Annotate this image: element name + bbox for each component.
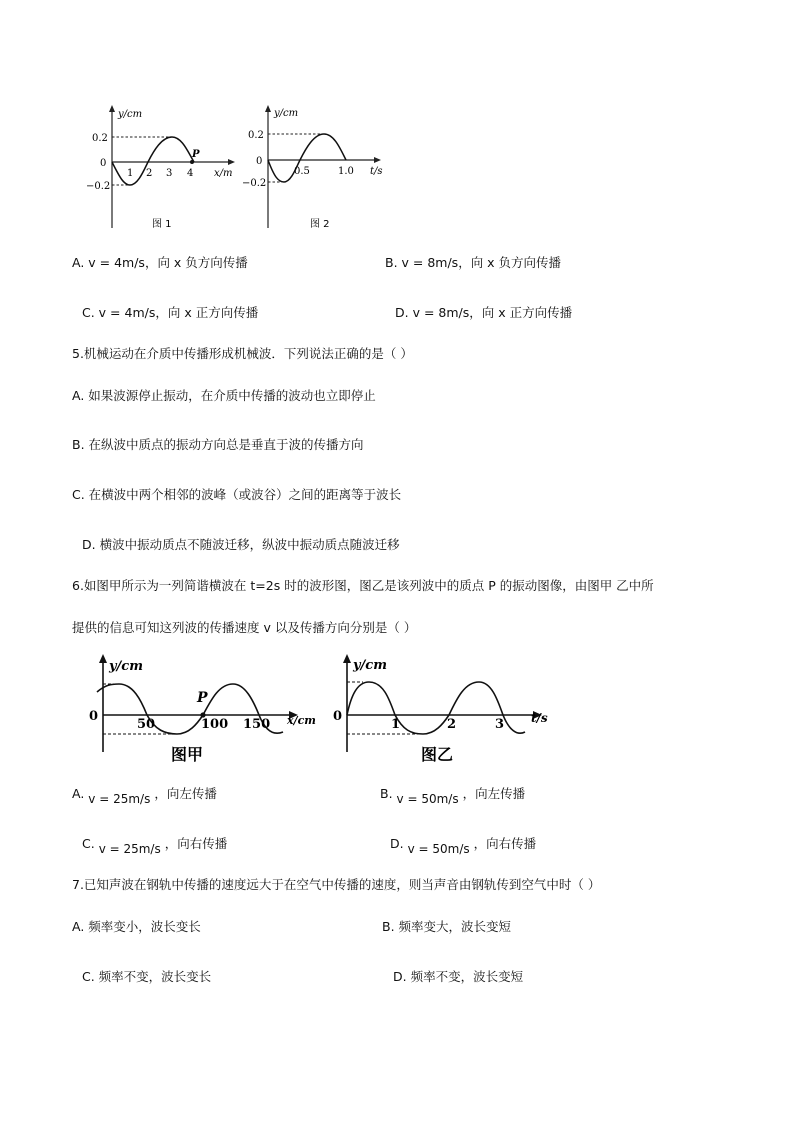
q6-stem-line2: 提供的信息可知这列波的传播速度 v 以及传播方向分别是（ ）: [72, 620, 417, 635]
fig2-ylabel: y/cm: [274, 108, 299, 119]
q6-option-d[interactable]: [390, 836, 537, 856]
q6-option-c-letter: C.: [82, 836, 95, 851]
fig1-ylabel: y/cm: [118, 109, 143, 120]
fig-jia-tick-100: 100: [201, 717, 229, 732]
q7-option-c[interactable]: C. 频率不变，波长变长: [82, 969, 212, 984]
fig-jia-wave-graph: [89, 654, 316, 764]
q6-option-a-direction: ，向左传播: [154, 786, 217, 801]
fig2-y-top: 0.2: [248, 130, 264, 141]
q6-stem-line1: 6.如图甲所示为一列简谐横波在 t=2s 时的波形图，图乙是该列波中的质点 P 的振动图像，由图甲 乙中所: [72, 578, 654, 593]
q6-option-b-direction: ，向左传播: [462, 786, 526, 801]
fig-jia-zero: 0: [89, 709, 99, 724]
q5-option-c[interactable]: C. 在横波中两个相邻的波峰（或波谷）之间的距离等于波长: [72, 487, 402, 502]
q6-option-a-letter: A.: [72, 786, 85, 801]
q4-figure: [82, 100, 392, 235]
q4-option-b[interactable]: B. v = 8m/s，向 x 负方向传播: [385, 255, 562, 270]
q6-option-b-speed: v = 50m/s: [396, 792, 459, 806]
fig1-point-p: [190, 160, 194, 164]
fig2-vibration-graph: [242, 105, 383, 230]
q5-option-b[interactable]: B. 在纵波中质点的振动方向总是垂直于波的传播方向: [72, 437, 364, 452]
fig1-tick-3: 3: [166, 168, 173, 179]
fig-jia-xlabel: x/cm: [287, 714, 316, 727]
q6-figure: [85, 652, 555, 770]
fig-yi-caption: 图乙: [421, 745, 454, 764]
fig1-y-zero: 0: [100, 158, 107, 169]
fig-yi-tick-3: 3: [495, 717, 505, 732]
q6-option-d-speed: v = 50m/s: [407, 842, 470, 856]
fig-yi-vibration-graph: [333, 654, 548, 764]
fig1-point-label: P: [192, 149, 200, 160]
q7-option-b[interactable]: B. 频率变大，波长变短: [382, 919, 512, 934]
fig1-caption: 图 1: [152, 219, 172, 230]
fig1-tick-4: 4: [187, 168, 194, 179]
fig2-y-zero: 0: [256, 156, 263, 167]
q6-option-d-direction: ，向右传播: [473, 836, 537, 851]
fig2-y-bottom: −0.2: [242, 178, 267, 189]
fig1-y-bottom: −0.2: [86, 181, 111, 192]
q6-option-a-speed: v = 25m/s: [88, 792, 151, 806]
fig-jia-ylabel: y/cm: [109, 659, 143, 674]
fig2-caption: 图 2: [310, 219, 330, 230]
fig-yi-ylabel: y/cm: [353, 658, 387, 673]
q6-option-b[interactable]: [380, 786, 526, 806]
fig1-wave-curve: [112, 137, 194, 185]
fig-yi-tick-1: 1: [391, 717, 401, 732]
q5-stem: 5.机械运动在介质中传播形成机械波．下列说法正确的是（ ）: [72, 346, 413, 361]
fig2-tick-10: 1.0: [338, 166, 354, 177]
q7-option-d[interactable]: D. 频率不变，波长变短: [393, 969, 524, 984]
q4-option-c[interactable]: C. v = 4m/s，向 x 正方向传播: [82, 305, 259, 320]
q7-stem: 7.已知声波在钢轨中传播的速度远大于在空气中传播的速度，则当声音由钢轨传到空气中时（ ）: [72, 877, 601, 892]
q6-option-c-speed: v = 25m/s: [98, 842, 161, 856]
fig-yi-tick-2: 2: [447, 717, 457, 732]
fig1-tick-2: 2: [146, 168, 153, 179]
fig1-xlabel: x/m: [214, 168, 233, 179]
q6-option-c-direction: ，向右传播: [164, 836, 228, 851]
q7-option-a[interactable]: A. 频率变小，波长变长: [72, 919, 201, 934]
fig-yi-zero: 0: [333, 709, 343, 724]
q6-option-d-letter: D.: [390, 836, 404, 851]
fig-jia-point-label: P: [197, 690, 208, 706]
q5-option-d[interactable]: D. 横波中振动质点不随波迁移，纵波中振动质点随波迁移: [82, 537, 400, 552]
fig2-tick-05: 0.5: [294, 166, 310, 177]
fig-jia-tick-150: 150: [243, 717, 271, 732]
q6-option-c[interactable]: [82, 836, 228, 856]
q4-option-d[interactable]: D. v = 8m/s，向 x 正方向传播: [395, 305, 573, 320]
fig2-xlabel: t/s: [370, 166, 383, 177]
fig-jia-caption: 图甲: [171, 745, 204, 764]
fig1-y-top: 0.2: [92, 133, 108, 144]
q5-option-a[interactable]: A. 如果波源停止振动，在介质中传播的波动也立即停止: [72, 388, 376, 403]
fig1-wave-graph: [86, 105, 235, 230]
fig-yi-xlabel: t/s: [531, 711, 548, 725]
q4-option-a[interactable]: A. v = 4m/s，向 x 负方向传播: [72, 255, 248, 270]
fig1-tick-1: 1: [127, 168, 134, 179]
fig-jia-tick-50: 50: [137, 717, 156, 732]
q6-option-b-letter: B.: [380, 786, 393, 801]
q6-option-a[interactable]: [72, 786, 217, 806]
